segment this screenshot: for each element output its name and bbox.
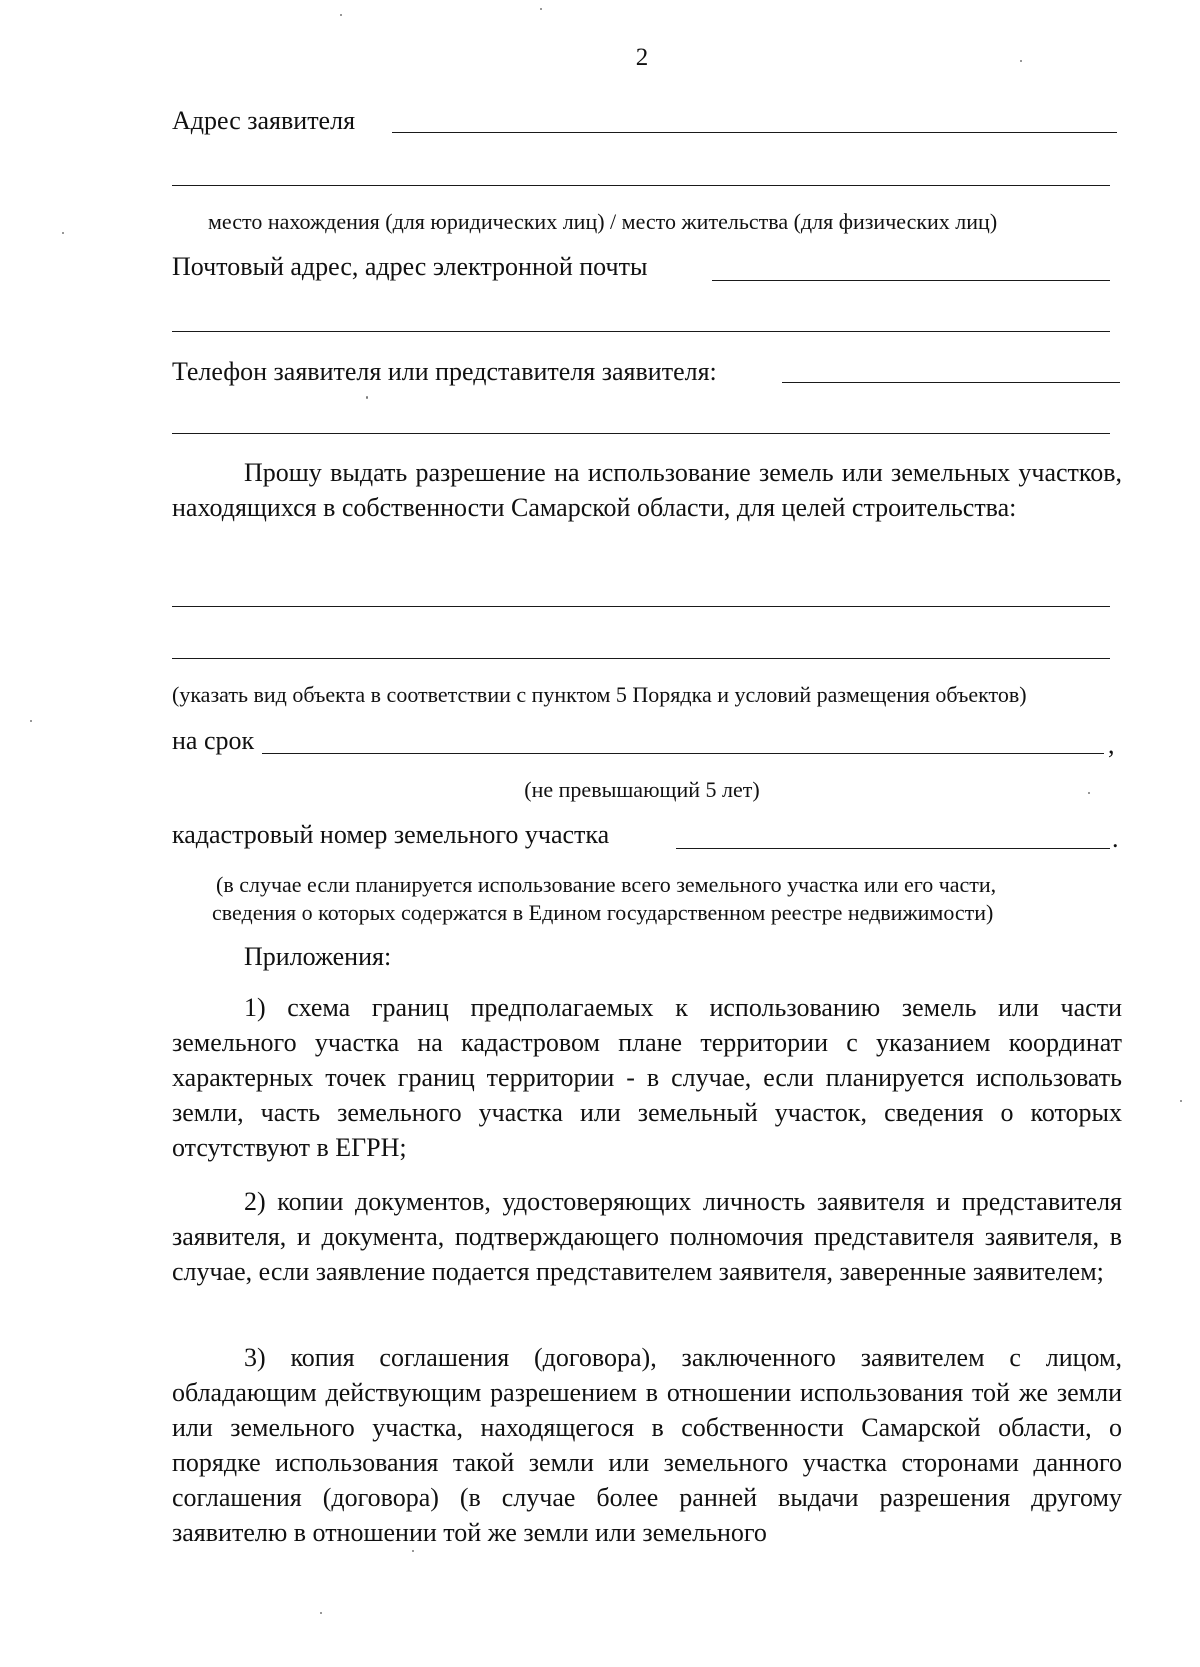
scan-speck xyxy=(62,232,64,234)
phone-field-line-1[interactable] xyxy=(782,382,1120,383)
phone-field-line-2[interactable] xyxy=(172,433,1110,434)
attachment-text: 3) копия соглашения (договора), заключенного заявителем с лицом, обладающим действующим разрешением в отношении использования той же земли или земельного участка, находящегося в собственности Самарской области, о порядке использования такой земли или земельного участка сторонами данного соглашения (договора) (в случае более ранней выдачи разрешения другому заявителю в отношении той же земли или земельного xyxy=(172,1343,1122,1547)
term-label: на срок xyxy=(172,726,255,755)
cadastral-field-line[interactable] xyxy=(676,848,1110,849)
request-paragraph xyxy=(172,455,1122,525)
applicant-address-field-line-1[interactable] xyxy=(392,132,1117,133)
applicant-address-field-line-2[interactable] xyxy=(172,185,1110,186)
object-field-line-1[interactable] xyxy=(172,606,1110,607)
scan-speck xyxy=(320,1612,322,1614)
attachments-heading: Приложения: xyxy=(244,942,392,971)
attachment-text: 1) схема границ предполагаемых к использованию земель или части земельного участка на кадастровом плане территории с указанием координат характерных точек границ территории - в случае, если планируется использовать земли, часть земельного участка или земельный участок, сведения о которых отсутствуют в ЕГРН; xyxy=(172,993,1122,1162)
location-caption: место нахождения (для юридических лиц) / место жительства (для физических лиц) xyxy=(208,209,998,234)
cadastral-end-punctuation: . xyxy=(1112,824,1119,853)
page-number: 2 xyxy=(635,44,649,71)
scan-speck xyxy=(1088,792,1090,794)
term-field-line[interactable] xyxy=(262,753,1104,754)
cadastral-label: кадастровый номер земельного участка xyxy=(172,820,610,849)
attachment-text: 2) копии документов, удостоверяющих личность заявителя и представителя заявителя, и документа, подтверждающего полномочия представителя заявителя, в случае, если заявление подается представителем заявителя, заверенные заявителем; xyxy=(172,1187,1122,1286)
postal-address-field-line-1[interactable] xyxy=(712,280,1110,281)
scan-speck xyxy=(412,1550,414,1552)
phone-label: Телефон заявителя или представителя заявителя: xyxy=(172,357,717,386)
postal-address-label: Почтовый адрес, адрес электронной почты xyxy=(172,252,648,281)
scan-speck xyxy=(340,14,342,16)
scan-speck xyxy=(30,720,32,722)
attachment-item-2 xyxy=(172,1184,1122,1289)
attachment-item-1 xyxy=(172,990,1122,1165)
postal-address-field-line-2[interactable] xyxy=(172,331,1110,332)
cadastral-caption-line-2: сведения о которых содержатся в Едином государственном реестре недвижимости) xyxy=(212,900,994,925)
object-type-caption: (указать вид объекта в соответствии с пунктом 5 Порядка и условий размещения объектов) xyxy=(172,682,1027,707)
applicant-address-label: Адрес заявителя xyxy=(172,106,356,135)
scan-speck xyxy=(1020,60,1022,62)
scan-speck xyxy=(1180,1100,1182,1102)
request-text: Прошу выдать разрешение на использование земель или земельных участков, находящихся в собственности Самарской области, для целей строительства: xyxy=(172,458,1122,522)
cadastral-caption-line-1: (в случае если планируется использование всего земельного участка или его части, xyxy=(216,872,997,897)
term-end-punctuation: , xyxy=(1108,730,1115,759)
term-caption: (не превышающий 5 лет) xyxy=(524,777,760,802)
attachment-item-3 xyxy=(172,1340,1122,1550)
object-field-line-2[interactable] xyxy=(172,658,1110,659)
scan-speck xyxy=(540,8,542,10)
scan-speck xyxy=(366,396,368,399)
